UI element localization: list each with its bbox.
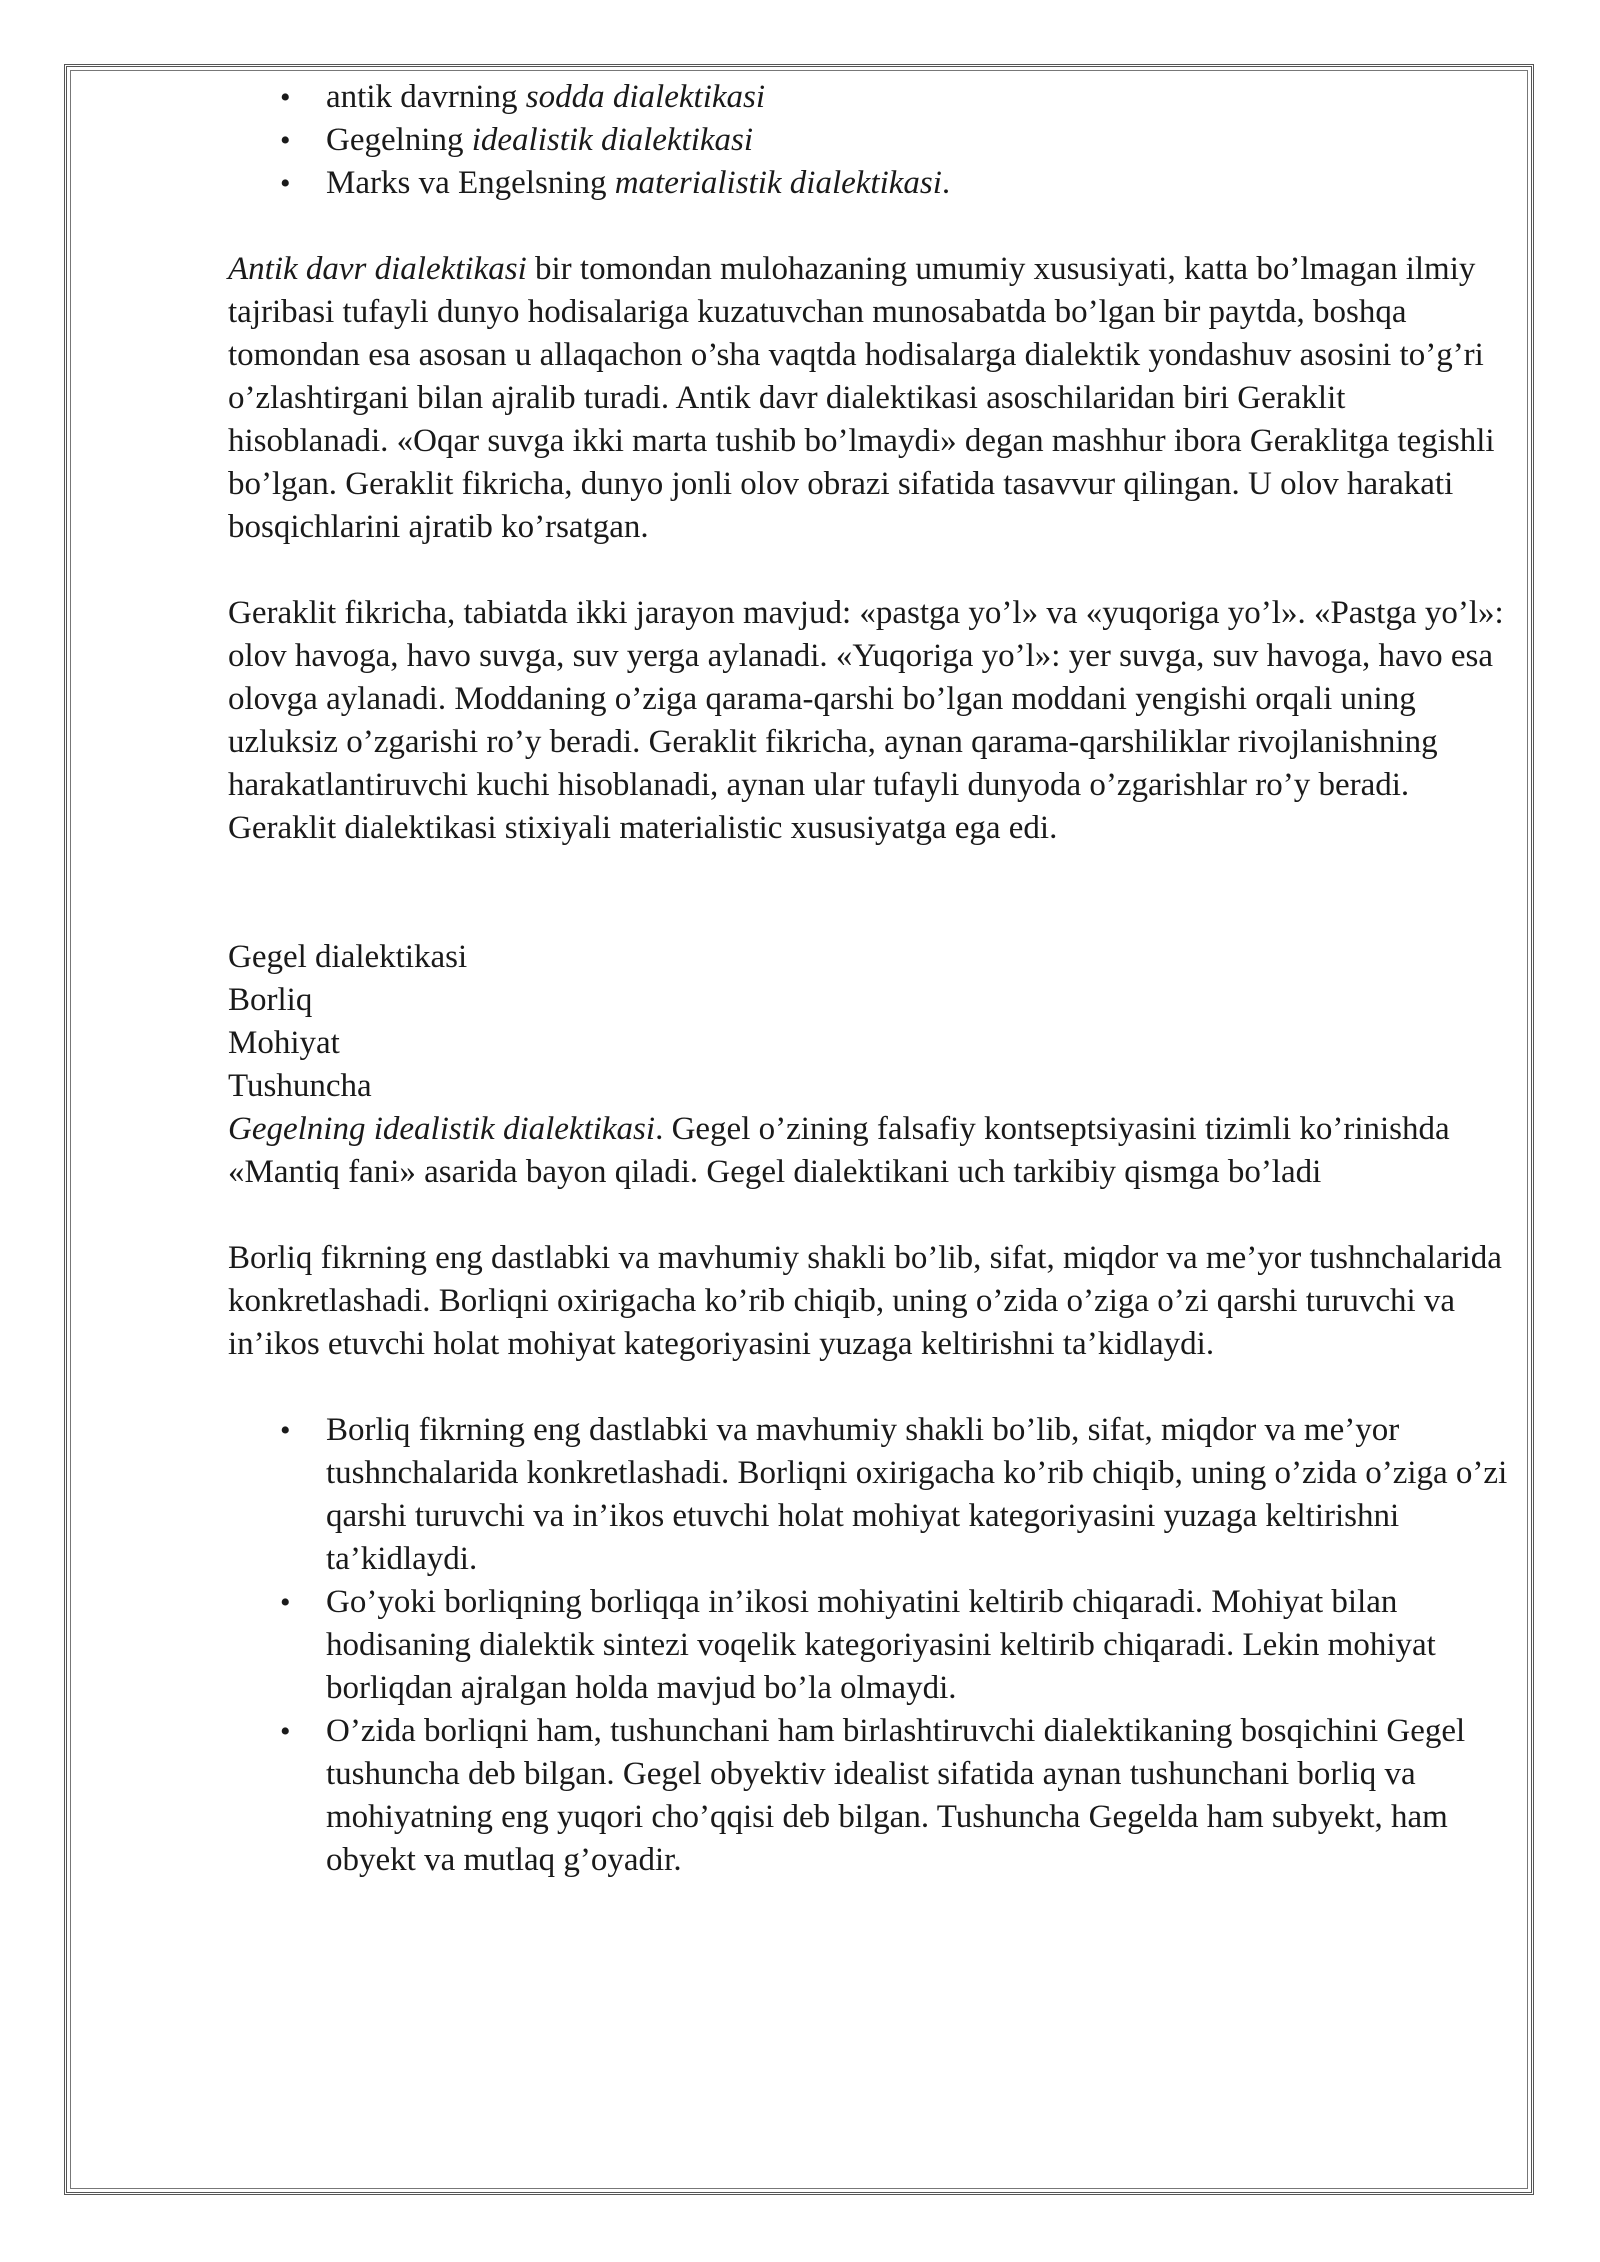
gegel-line: Gegel dialektikasi	[228, 939, 468, 975]
list-item	[228, 162, 1508, 205]
list-item: • Go’yoki borliqning borliqqa in’ikosi mohiyatini keltirib chiqaradi. Mohiyat bilan hodisaning dialektik sintezi voqelik kategoriyasini keltirib chiqaradi. Lekin mohiyat borliqdan ajralgan holda mavjud bo’la olmaydi.	[228, 1581, 1508, 1710]
geraklit-paragraph: Geraklit fikricha, tabiatda ikki jarayon mavjud: «pastga yo’l» va «yuqoriga yo’l». «Pastga yo’l»: olov havoga, havo suvga, suv yerga aylanadi. «Yuqoriga yo’l»: yer suvga, suv havoga, havo esa olovga aylanadi. Moddaning o’ziga qarama-qarshi bo’lgan moddani yengishi orqali uning uzluksiz o’zgarishi ro’y beradi. Geraklit fikricha, aynan qarama-qarshiliklar rivojlanishning harakatlantiruvchi kuchi hisoblanadi, aynan ular tufayli dunyoda o’zgarishlar ro’y beradi. Geraklit dialektikasi stixiyali materialistic xususiyatga ega edi.	[228, 595, 1504, 846]
list-item: • O’zida borliqni ham, tushunchani ham birlashtiruvchi dialektikaning bosqichini Gegel tushuncha deb bilgan. Gegel obyektiv idealist sifatida aynan tushunchani borliq va mohiyatning eng yuqori cho’qqisi deb bilgan. Tushuncha Gegelda ham subyekt, ham obyekt va mutlaq g’oyadir.	[228, 1710, 1508, 1882]
list-item-tail: .	[941, 165, 951, 201]
document-body	[228, 76, 1508, 1882]
list-item-text: antik davrning	[326, 79, 526, 115]
list-item-italic: sodda dialektikasi	[525, 79, 766, 115]
gegel-parts-list	[228, 1409, 1508, 1882]
antik-paragraph	[228, 248, 1508, 549]
list-item-italic: materialistik dialektikasi	[614, 165, 942, 201]
list-item	[228, 76, 1508, 119]
list-item-text: Gegelning	[326, 122, 472, 158]
antik-heading: Antik davr dialektikasi	[228, 251, 527, 287]
gegel-lines	[228, 936, 1508, 1194]
list-item	[228, 119, 1508, 162]
gegel-intro-text: . Gegel o’zining falsafiy kontseptsiyasini tizimli ko’rinishda «Mantiq fani» asarida bayon qiladi. Gegel dialektikani uch tarkibiy qismga bo’ladi	[228, 1111, 1450, 1190]
gegel-intro-paragraph	[228, 1108, 1508, 1194]
antik-text: bir tomondan mulohazaning umumiy xususiyati, katta bo’lmagan ilmiy tajribasi tufayli dunyo hodisalariga kuzatuvchan munosabatda bo’lgan bir paytda, boshqa tomondan esa asosan u allaqachon o’sha vaqtda hodisalarga dialektik yondashuv asosini to’g’ri o’zlashtirgani bilan ajralib turadi. Antik davr dialektikasi asoschilaridan biri Geraklit hisoblanadi. «Oqar suvga ikki marta tushib bo’lmaydi» degan mashhur ibora Geraklitga tegishli bo’lgan. Geraklit fikricha, dunyo jonli olov obrazi sifatida tasavvur qilingan. U olov harakati bosqichlarini ajratib ko’rsatgan.	[228, 251, 1495, 545]
gegel-line: Mohiyat	[228, 1025, 340, 1061]
list-item-italic: idealistik dialektikasi	[471, 122, 754, 158]
gegel-line: Borliq	[228, 982, 313, 1018]
gegel-line: Tushuncha	[228, 1068, 372, 1104]
list-item: • Borliq fikrning eng dastlabki va mavhumiy shakli bo’lib, sifat, miqdor va me’yor tushnchalarida konkretlashadi. Borliqni oxirigacha ko’rib chiqib, uning o’zida o’ziga o’zi qarshi turuvchi va in’ikos etuvchi holat mohiyat kategoriyasini yuzaga keltirishni ta’kidlaydi.	[228, 1409, 1508, 1581]
gegel-intro-heading: Gegelning idealistik dialektikasi	[228, 1111, 656, 1147]
list-item-text: Marks va Engelsning	[326, 165, 615, 201]
dialectics-types-list	[228, 76, 1508, 205]
borliq-paragraph: Borliq fikrning eng dastlabki va mavhumiy shakli bo’lib, sifat, miqdor va me’yor tushnchalarida konkretlashadi. Borliqni oxirigacha ko’rib chiqib, uning o’zida o’ziga o’zi qarshi turuvchi va in’ikos etuvchi holat mohiyat kategoriyasini yuzaga keltirishni ta’kidlaydi.	[228, 1240, 1502, 1362]
